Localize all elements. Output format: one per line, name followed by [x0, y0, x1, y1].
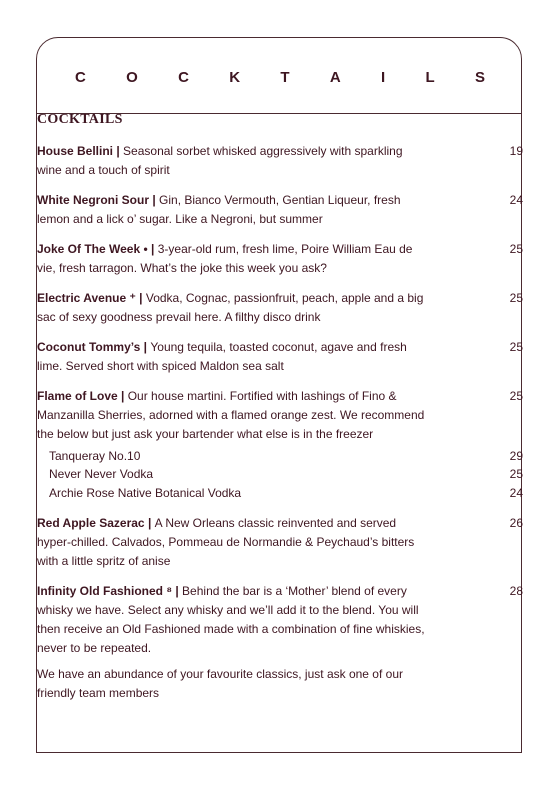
item-separator: | — [135, 291, 146, 305]
option-name: Archie Rose Native Botanical Vodka — [49, 485, 242, 500]
item-price: 25 — [509, 242, 523, 256]
header-letter: C — [178, 69, 189, 86]
item-separator: | — [144, 515, 155, 530]
menu-item-red-apple-sazerac — [37, 514, 523, 571]
header-letter: O — [126, 69, 138, 86]
option-name: Tanqueray No.10 — [49, 449, 141, 463]
item-name: Coconut Tommy’s — [37, 340, 141, 354]
header-letter: T — [280, 69, 290, 86]
footer-note: We have an abundance of your favourite classics, just ask one of our friendly team members — [37, 666, 403, 700]
item-price: 26 — [509, 515, 523, 530]
menu-item-joke-of-the-week — [37, 240, 523, 278]
item-price: 25 — [509, 340, 523, 354]
item-description: 3-year-old rum, fresh lime, Poire William Eau de vie, fresh tarragon. What’s the joke this week you ask? — [37, 242, 413, 275]
item-price: 28 — [509, 583, 523, 598]
menu-content — [37, 112, 523, 703]
header-letter: K — [229, 69, 241, 86]
option-price: 25 — [509, 467, 523, 482]
item-name: Red Apple Sazerac — [37, 515, 145, 530]
menu-item-coconut-tommys — [37, 338, 523, 376]
item-separator: | — [113, 144, 124, 158]
item-separator: | — [149, 193, 160, 207]
flame-of-love-options — [37, 447, 523, 502]
item-separator: | — [117, 389, 128, 403]
header-letter: L — [425, 69, 435, 86]
menu-item-electric-avenue — [37, 289, 523, 327]
item-name: Joke Of The Week • — [37, 242, 148, 256]
option-price: 24 — [509, 485, 523, 500]
item-separator: | — [140, 340, 151, 354]
option-price: 29 — [509, 449, 523, 463]
item-name: House Bellini — [37, 144, 114, 158]
option-row — [37, 484, 523, 502]
menu-item-flame-of-love — [37, 387, 523, 444]
item-price: 25 — [509, 389, 523, 403]
item-separator: | — [147, 242, 158, 256]
item-name: Flame of Love — [37, 389, 118, 403]
item-description: Gin, Bianco Vermouth, Gentian Liqueur, fresh lemon and a lick o’ sugar. Like a Negroni, but summer — [37, 193, 401, 226]
item-name: Electric Avenue ⁺ — [37, 291, 136, 305]
menu-item-white-negroni-sour — [37, 191, 523, 229]
option-row — [37, 465, 523, 483]
header-letter: I — [381, 69, 386, 86]
menu-header — [37, 38, 521, 114]
item-description: Vodka, Cognac, passionfruit, peach, apple and a big sac of sexy goodness prevail here. A filthy disco drink — [37, 291, 424, 324]
menu-item-house-bellini — [37, 142, 523, 180]
item-name: Infinity Old Fashioned ⁸ — [37, 583, 173, 598]
option-row — [37, 447, 523, 465]
item-description: A New Orleans classic reinvented and served hyper-chilled. Calvados, Pommeau de Normandie & Peychaud’s bitters with a little spritz of anise — [37, 515, 415, 568]
item-description: Young tequila, toasted coconut, agave and fresh lime. Served short with spiced Maldon sea salt — [37, 340, 407, 373]
header-title — [75, 69, 485, 86]
item-price: 19 — [509, 144, 523, 158]
menu-item-infinity-old-fashioned — [37, 582, 523, 658]
item-price: 25 — [509, 291, 523, 305]
header-letter: A — [329, 69, 341, 86]
section-title: COCKTAILS — [37, 112, 123, 127]
header-letter: S — [474, 69, 485, 86]
item-separator: | — [172, 583, 183, 598]
item-description: Our house martini. Fortified with lashings of Fino & Manzanilla Sherries, adorned with a flamed orange zest. We recommend the below but just ask your bartender what else is in the freezer — [37, 389, 425, 441]
item-description: Behind the bar is a ‘Mother’ blend of every whisky we have. Select any whisky and we’ll add it to the blend. You will then receive an Old Fashioned made with a combination of fine whiskies, never to be repeated. — [37, 583, 425, 655]
item-name: White Negroni Sour — [37, 193, 149, 207]
item-price: 24 — [509, 193, 523, 207]
option-name: Never Never Vodka — [49, 467, 154, 482]
item-description: Seasonal sorbet whisked aggressively with sparkling wine and a touch of spirit — [37, 144, 403, 177]
header-letter: C — [75, 69, 86, 86]
